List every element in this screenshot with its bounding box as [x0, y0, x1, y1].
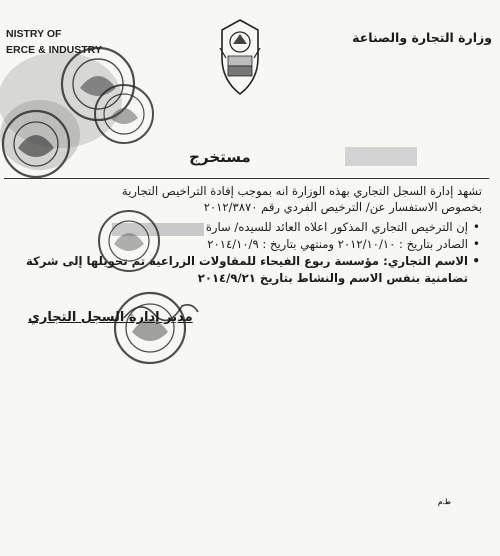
round-stamp-icon [92, 82, 156, 146]
redaction-box [345, 147, 417, 166]
intro-line: بخصوص الاستفسار عن/ الترخيص الفردي رقم ٢٠١٢/٣٨٧٠ [203, 200, 482, 214]
signature-title: مدير إدارة السجل التجاري [28, 310, 193, 325]
list-item: • الاسم التجاري: مؤسسة ربوع الفيحاء للمقاولات الزراعية تم تحويلها إلى شركة تضامنية بنفس الاسم والنشاط بتاريخ ٢٠١٤/٩/٢١ [12, 253, 468, 287]
document-body [12, 183, 482, 287]
ministry-en-line1: NISTRY OF [6, 28, 62, 40]
divider [4, 178, 489, 179]
statement-list [12, 219, 482, 287]
kuwait-coat-of-arms-icon [218, 18, 262, 96]
round-stamp-icon [0, 108, 72, 180]
round-stamp-icon [96, 208, 162, 274]
intro-line: تشهد إدارة السجل التجاري بهذه الوزارة انه بموجب إفادة التراخيص التجارية [121, 184, 482, 198]
ministry-name-arabic: وزارة التجارة والصناعة [352, 30, 492, 45]
ministry-name-english [6, 26, 146, 58]
page-title: مستخرج [189, 148, 251, 166]
list-item: • إن الترخيص التجاري المذكور اعلاه العائد للسيده/ سارة [12, 219, 468, 236]
list-item: • الصادر بتاريخ : ٢٠١٢/١٠/١٠ ومنتهي بتاريخ : ٢٠١٤/١٠/٩ [12, 236, 468, 253]
ministry-en-line2: ERCE & INDUSTRY [6, 44, 102, 56]
footer-mark: ط.م [438, 499, 451, 506]
